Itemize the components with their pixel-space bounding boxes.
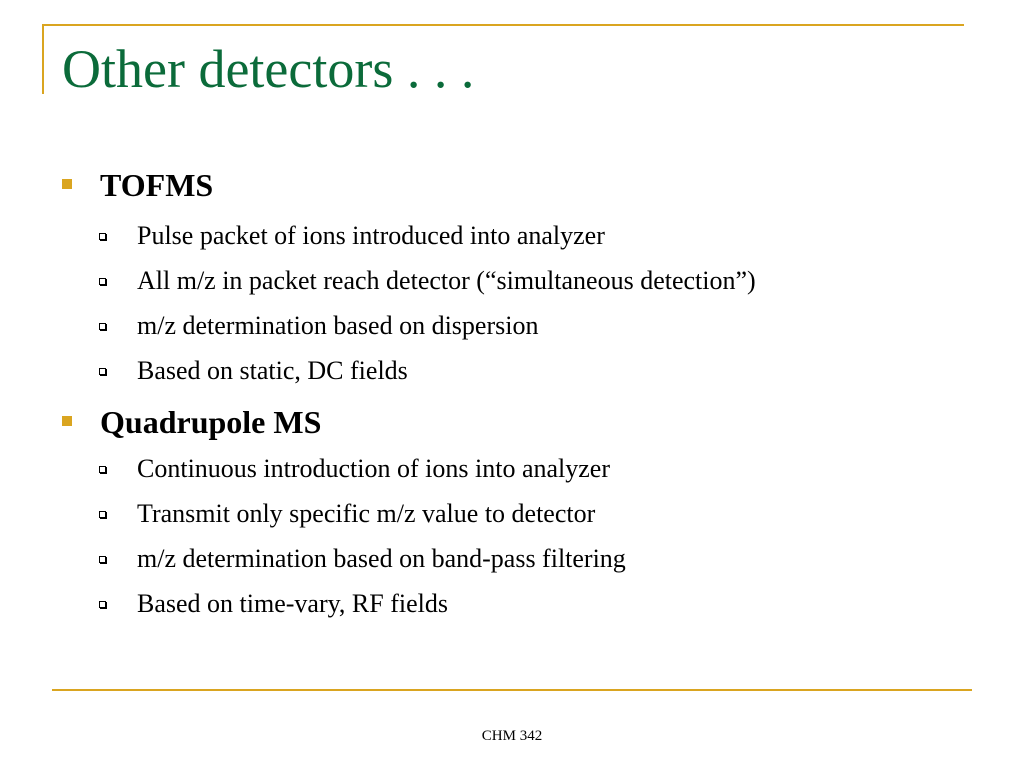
hollow-square-bullet-icon [99, 368, 106, 375]
hollow-square-bullet-icon [99, 466, 106, 473]
list-item-label: Continuous introduction of ions into analyzer [137, 454, 610, 483]
square-bullet-icon [62, 416, 72, 426]
section-heading-label: TOFMS [100, 167, 214, 203]
list-item-label: Transmit only specific m/z value to detector [137, 499, 596, 528]
list-item-label: All m/z in packet reach detector (“simultaneous detection”) [137, 266, 756, 295]
list-item-label: m/z determination based on dispersion [137, 311, 539, 340]
list-item-label: Based on static, DC fields [137, 356, 408, 385]
list-item-label: Pulse packet of ions introduced into analyzer [137, 221, 605, 250]
slide-title: Other detectors . . . [62, 39, 475, 99]
square-bullet-icon [62, 179, 72, 189]
hollow-square-bullet-icon [99, 601, 106, 608]
footer-rule [52, 689, 972, 691]
hollow-square-bullet-icon [99, 233, 106, 240]
hollow-square-bullet-icon [99, 278, 106, 285]
list-item-label: Based on time-vary, RF fields [137, 589, 448, 618]
hollow-square-bullet-icon [99, 556, 106, 563]
hollow-square-bullet-icon [99, 511, 106, 518]
list-item-label: m/z determination based on band-pass filtering [137, 544, 626, 573]
section-heading-label: Quadrupole MS [100, 404, 322, 440]
footer-course-code: CHM 342 [481, 728, 543, 744]
hollow-square-bullet-icon [99, 323, 106, 330]
